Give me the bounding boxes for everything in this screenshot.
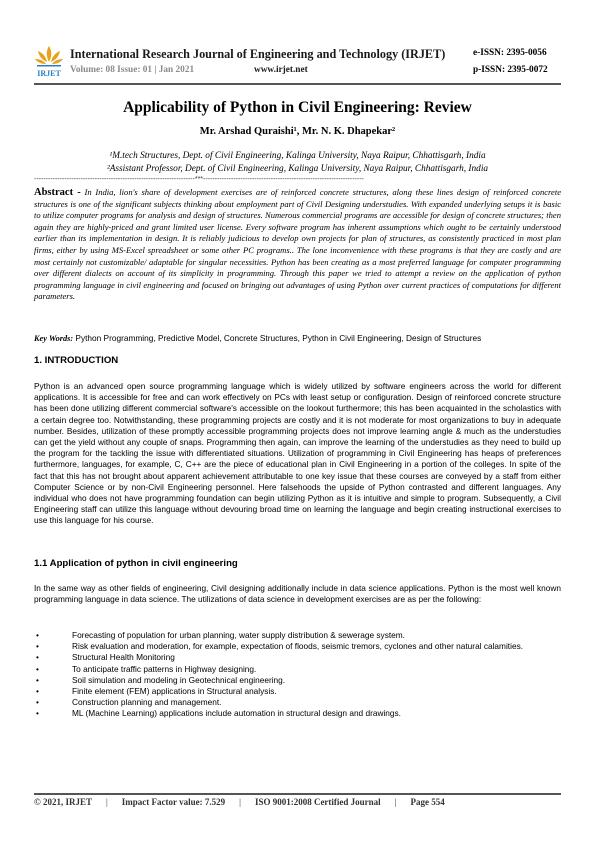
paper-authors: Mr. Arshad Quraishi¹, Mr. N. K. Dhapekar² bbox=[199, 126, 396, 137]
introduction-paragraph: Python is an advanced open source programming language which is widely utilized by software engineers across the world for different applications. It is accessible for free and can work effectively on PCs with least setup or configuration. Design of reinforced concrete structure has been done utilizing different commercial software's accessible on the lookout furthermore; this has been acquainted in the scholastics with a certain degree too. Notwithstanding, these programming projects are costly and it is not moderate for most organizations to buy in adequate number. Besides, utilization of these promptly accessible programming projects does not improve learning angle & much as the understudies can get the yield without any couple of snaps. Programming then again, can improve the learning of the understudies as they need to build up the program for the tackling the issue with differentiated situations. Utilization of programming in Civil Engineering has heaps of preferences furthermore, languages, for example, C, C++ are the piece of educational plan in Civil Engineering in a portion of the colleges. In spite of the fact that this has not brought about apparent achievement attributable to one key issue that these courses are conveyed by a staff from either Computer Science or by non-Civil Engineering personnel. Here falsehoods the upside of Python contrasted and different languages. Any individual who does not have programming foundation can begin utilizing Python as it is intuitive and simple to program. Subsequently, a Civil Engineering staff can utilize this language without devouring broad time on learning the language and begin creating instructional exercises to use this language for his course. bbox=[34, 381, 561, 526]
volume-issue: Volume: 08 Issue: 01 | Jan 2021 bbox=[70, 65, 195, 75]
bullet-icon: • bbox=[36, 686, 39, 697]
footer-page-number: Page 554 bbox=[410, 797, 445, 807]
application-paragraph: In the same way as other fields of engineering, Civil designing additionally include in data science applications. Python is the most well known programming language in data science. The utilizations of data science in development exercises are as per the following: bbox=[34, 583, 561, 605]
page-footer bbox=[34, 797, 561, 807]
abstract bbox=[34, 187, 561, 303]
footer-rule bbox=[34, 793, 561, 795]
list-item: • To anticipate traffic patterns in Highway designing. bbox=[36, 663, 257, 674]
footer-impact-factor: Impact Factor value: 7.529 bbox=[121, 797, 226, 807]
abstract-text: In India, lion's share of development exercises are of reinforced concrete structures, along these lines design of reinforced concrete structures is one of the significant subjects thinking about employment part of Civil Designing understudies. With expanded underlying setups it is basic to utilize computer programs for analysis and design of structures. Numerous commercial programs are accessible for design of concrete structures; then again they are highly-priced and grant limited user license. Every software program has inherent assumptions which ought to be certainly understood earlier than its implementation in design. It is reliably judicious to develop own projects for plan of structures, as consistently practiced in most plan firms, either by using MS-Excel spreadsheet or some other PC programs.. The lone inconvenience with these programs is that they are costly and are most certainly not customizable/ adaptable for singular necessities. Python has been creating as a most preferred language for computer programming over different dialects on account of its simplicity in programming. Through this paper we tried to attempt a review on the application of python programming language in civil engineering and focused on bringing out advantages of using Python over current practices of computations for different parameters. bbox=[34, 187, 561, 302]
application-list bbox=[34, 630, 561, 720]
keywords bbox=[34, 333, 561, 344]
paper-title: Applicability of Python in Civil Engineering: Review bbox=[123, 99, 472, 116]
list-item: • Risk evaluation and moderation, for example, expectation of floods, seismic tremors, cyclones and other natural calamities. bbox=[36, 641, 524, 652]
abstract-label: Abstract - bbox=[34, 187, 81, 198]
bullet-icon: • bbox=[36, 630, 39, 640]
footer-divider: | bbox=[239, 797, 241, 807]
footer-iso: ISO 9001:2008 Certified Journal bbox=[254, 797, 381, 807]
bullet-icon: • bbox=[36, 663, 39, 674]
section-heading-introduction: 1. INTRODUCTION bbox=[34, 355, 119, 366]
header-rule bbox=[34, 83, 561, 85]
e-issn: e-ISSN: 2395-0056 bbox=[473, 48, 547, 58]
footer-copyright: © 2021, IRJET bbox=[34, 797, 92, 807]
bullet-icon: • bbox=[36, 652, 39, 663]
journal-website: www.irjet.net bbox=[254, 65, 308, 75]
svg-text:IRJET: IRJET bbox=[37, 69, 61, 78]
irjet-logo bbox=[34, 42, 64, 80]
list-item: • Soil simulation and modeling in Geotechnical engineering. bbox=[36, 674, 286, 685]
journal-title: International Research Journal of Engineering and Technology (IRJET) bbox=[70, 47, 446, 61]
footer-divider: | bbox=[394, 797, 397, 807]
abstract-separator: ---------------------------------------------------------------------***--------------------------------------------------------------------- bbox=[34, 176, 364, 183]
list-item: • ML (Machine Learning) applications include automation in structural design and drawings. bbox=[36, 708, 401, 719]
bullet-icon: • bbox=[36, 708, 39, 719]
footer-divider: | bbox=[105, 797, 108, 807]
bullet-icon: • bbox=[36, 674, 39, 685]
list-item: • Forecasting of population for urban planning, water supply distribution & sewerage system. bbox=[36, 630, 405, 640]
list-item: • Construction planning and management. bbox=[36, 697, 222, 708]
keywords-label: Key Words: bbox=[34, 334, 74, 343]
affiliation-1: ¹M.tech Structures, Dept. of Civil Engineering, Kalinga University, Naya Raipur, Chhattisgarh, India bbox=[109, 151, 486, 161]
list-item: • Structural Health Monitoring bbox=[36, 652, 175, 663]
journal-header bbox=[34, 42, 561, 82]
keywords-text: Python Programming, Predictive Model, Concrete Structures, Python in Civil Engineering, Design of Structures bbox=[73, 333, 482, 343]
affiliation-2: ²Assistant Professor, Dept. of Civil Engineering, Kalinga University, Naya Raipur, Chhattisgarh, India bbox=[106, 164, 489, 174]
p-issn: p-ISSN: 2395-0072 bbox=[473, 65, 548, 75]
section-heading-application: 1.1 Application of python in civil engineering bbox=[34, 558, 238, 569]
list-item: • Finite element (FEM) applications in Structural analysis. bbox=[36, 686, 277, 697]
bullet-icon: • bbox=[36, 641, 39, 652]
bullet-icon: • bbox=[36, 697, 39, 708]
